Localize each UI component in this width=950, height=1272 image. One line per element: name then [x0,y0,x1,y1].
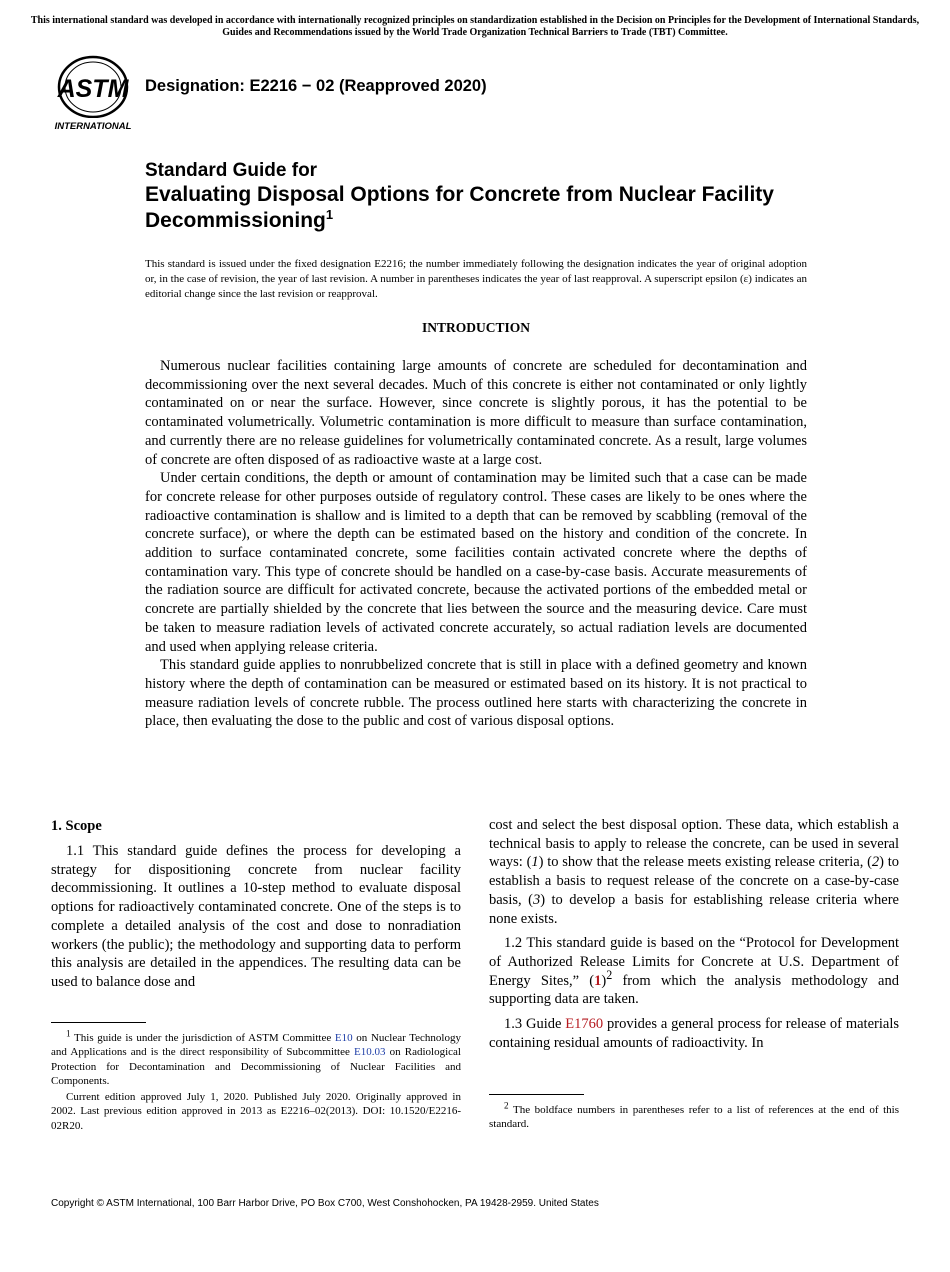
e10-03-link[interactable]: E10.03 [354,1046,386,1059]
section-1-2: 1.2 This standard guide is based on the “Protocol for Development of Authorized Release Limits for Concrete at U.S. Department of Energy Sites,” $(1)^2$ from which the analysis methodology and supporting data are taken. [489,935,899,1008]
footnote-rule-left [51,1022,146,1023]
e10-link[interactable]: E10 [334,1032,353,1044]
footnote-1 [51,1028,461,1133]
reference-link[interactable]: 1 [594,972,602,989]
introduction-body [145,357,807,731]
intro-paragraph: Numerous nuclear facilities containing large amounts of concrete are scheduled for decontamination and decommissioning over the next several decades. Much of this concrete is either not contaminated or only lightly contaminated on or near the surface. However, since concrete is slightly porous, it has the potential to be contaminated volumetrically. Volumetric contamination is more difficult to measure than surface contamination, and currently there are no release guidelines for volumetrically contaminated concrete. As a result, large volumes of concrete are often disposed of as radioactive waste at a large cost. [145,358,807,468]
section-1-1-continued: cost and select the best disposal option. These data, which establish a technical basis to apply to release the concrete, can be used in several ways: (1) to show that the release meets existing release criteria, (2) to establish a basis to request release of the concrete on a case-by-case basis, (3) to develop a basis for establishing release criteria where none exists. [489,817,899,927]
e1760-link[interactable]: E1760 [565,1016,604,1033]
section-1-3: 1.3 Guide E1760 provides a general process for release of materials containing residual amounts of radioactivity. In [489,1016,899,1051]
wto-notice: This international standard was developed in accordance with internationally recognized principles on standardization established in the Decision on Principles for the Development of International Standards, Guides and Recommendations issued by the World Trade Organization Technical Barriers to Trade (TBT) Committee. [30,15,920,38]
intro-paragraph: Under certain conditions, the depth or amount of contamination may be limited such that a case can be made for concrete release for other purposes outside of regulatory control. These cases are likely to be ones where the radioactive contamination is shallow and is limited to a depth that can be removed by scabbling (removal of the concrete surface), or where the depth can be estimated based on the history and condition of the concrete. In addition to surface contaminated concrete, some facilities contain activated concrete where the depths of contamination vary. This type of concrete should be handled on a case-by-case basis. Accurate measurements of the radiation source are difficult for activated concrete, because the activated portions of the embedded metal or concrete are partially shielded by the concrete that lies between the source and the measuring device. Care must be taken to measure radiation levels of activated concrete accurately, so actual radiation levels are documented and used when applying release criteria. [145,470,807,655]
issuance-statement: This standard is issued under the fixed designation E2216; the number immediately following the designation indicates the year of original adoption or, in the case of revision, the year of last revision. A number in parentheses indicates the year of last reapproval. A superscript epsilon (ε) indicates an editorial change since the last revision or reapproval. [145,258,807,300]
footnote-2 [489,1100,899,1132]
footnote-2-text: $^2$ The boldface numbers in parentheses refer to a list of references at the end of this standard. [489,1100,899,1131]
footnote-1-edition: Current edition approved July 1, 2020. Published July 2020. Originally approved in 2002. Last previous edition approved in 2013 as E2216–02(2013). DOI: 10.1520/E2216-02R20. [51,1091,461,1132]
left-column [51,816,461,992]
title-main [145,182,845,234]
title-block [145,160,845,234]
footnote-1-text: $^1$ This guide is under the jurisdiction of ASTM Committee E10 on Nuclear Technology and Applications and is the direct responsibility of Subcommittee E10.03 on Radiological Protection for Decontamination and Decommissioning of Nuclear Facilities and Components. [51,1028,461,1087]
copyright: Copyright © ASTM International, 100 Barr Harbor Drive, PO Box C700, West Conshohocken, PA 19428-2959. United States [51,1198,599,1209]
title-text: Evaluating Disposal Options for Concrete from Nuclear Facility Decommissioning [145,183,774,232]
astm-logo-org: INTERNATIONAL [54,121,132,132]
scope-heading: 1. Scope [51,818,102,834]
designation: Designation: E2216 − 02 (Reapproved 2020) [145,77,487,95]
footnote-rule-right [489,1094,584,1095]
astm-logo-letters: ASTM [57,75,129,103]
title-prefix: Standard Guide for [145,160,318,181]
intro-paragraph: This standard guide applies to nonrubbelized concrete that is still in place with a defined geometry and known history where the depth of contamination can be measured or estimated based on its history. It is not practical to measure radiation levels of concrete rubble. The process outlined here starts with characterizing the concrete in place, then evaluating the dose to the public and cost of various disposal options. [145,657,807,730]
footnote-mark-2: 2 [606,967,613,982]
title-footnote-mark: 1 [325,207,334,222]
section-1-1: 1.1 This standard guide defines the process for developing a strategy for dispositioning concrete from nuclear facility decommissioning. It outlines a 10-step method to evaluate disposal options for radioactively contaminated concrete. One of the steps is to complete a detailed analysis of the cost and dose to nonradiation workers (the public); the methodology and supporting data to perform this analysis are detailed in the appendices. The resulting data can be used to balance dose and [51,843,461,990]
introduction-heading: INTRODUCTION [421,320,530,335]
right-column [489,816,899,1052]
astm-logo [52,55,134,133]
